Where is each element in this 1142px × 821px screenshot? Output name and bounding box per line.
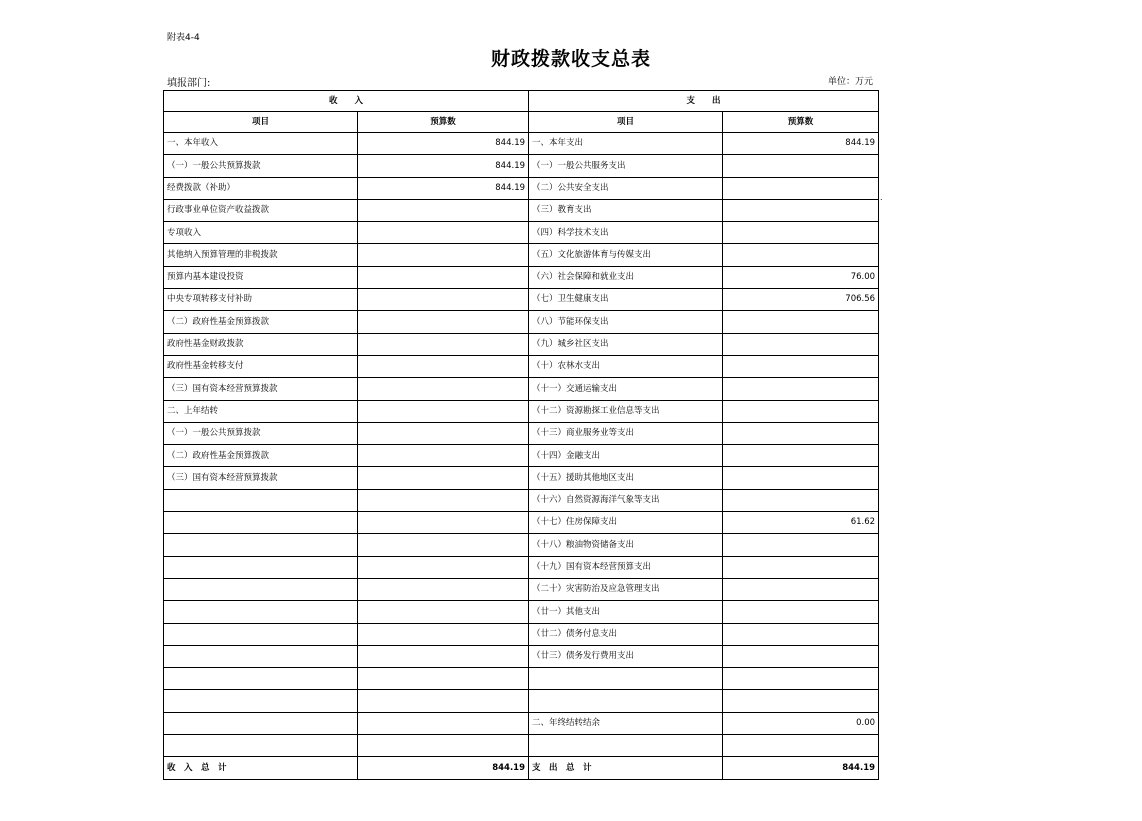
income-value [358, 445, 529, 467]
income-value [358, 601, 529, 623]
income-value: 844.19 [358, 177, 529, 199]
expense-item: （八）节能环保支出 [529, 311, 723, 333]
table-row [164, 155, 879, 177]
income-item: 政府性基金财政拨款 [164, 333, 358, 355]
income-value [358, 623, 529, 645]
income-value [358, 712, 529, 734]
expense-item: （十一）交通运输支出 [529, 378, 723, 400]
expense-item: 一、本年支出 [529, 133, 723, 155]
total-income-label: 收 入 总 计 [164, 757, 358, 779]
income-value [358, 668, 529, 690]
table-row [164, 668, 879, 690]
income-value [358, 244, 529, 266]
income-item [164, 668, 358, 690]
expense-value [723, 177, 879, 199]
income-header: 收 入 [164, 91, 529, 112]
expense-item: （一）一般公共服务支出 [529, 155, 723, 177]
expense-value [723, 333, 879, 355]
income-item: （三）国有资本经营预算拨款 [164, 467, 358, 489]
total-expense-label: 支 出 总 计 [529, 757, 723, 779]
income-item: （三）国有资本经营预算拨款 [164, 378, 358, 400]
income-item [164, 489, 358, 511]
income-item: （一）一般公共预算拨款 [164, 155, 358, 177]
expense-value [723, 645, 879, 667]
expense-item: （十）农林水支出 [529, 355, 723, 377]
department-label: 填报部门: [167, 78, 211, 89]
table-row [164, 378, 879, 400]
expense-value: 844.19 [723, 133, 879, 155]
expense-value [723, 400, 879, 422]
income-value [358, 333, 529, 355]
expense-value [723, 199, 879, 221]
expense-value [723, 690, 879, 712]
expense-item: （七）卫生健康支出 [529, 289, 723, 311]
table-row [164, 534, 879, 556]
expense-item: （廿二）债务付息支出 [529, 623, 723, 645]
expense-item: （廿三）债务发行费用支出 [529, 645, 723, 667]
total-expense-value: 844.19 [723, 757, 879, 779]
income-item: 经费拨款（补助） [164, 177, 358, 199]
expense-item: （四）科学技术支出 [529, 222, 723, 244]
expense-value [723, 556, 879, 578]
expense-item: （十五）援助其他地区支出 [529, 467, 723, 489]
income-item [164, 690, 358, 712]
expense-item: （二）公共安全支出 [529, 177, 723, 199]
expense-item: （十六）自然资源海洋气象等支出 [529, 489, 723, 511]
table-row [164, 645, 879, 667]
income-value [358, 222, 529, 244]
expense-value [723, 155, 879, 177]
table-row [164, 467, 879, 489]
income-item: 行政事业单位资产收益拨款 [164, 199, 358, 221]
expense-item [529, 690, 723, 712]
income-value [358, 422, 529, 444]
expense-item: （十二）资源勘探工业信息等支出 [529, 400, 723, 422]
income-value [358, 556, 529, 578]
expense-item: 二、年终结转结余 [529, 712, 723, 734]
income-value [358, 512, 529, 534]
income-value [358, 467, 529, 489]
table-row [164, 289, 879, 311]
income-value [358, 690, 529, 712]
expense-value [723, 222, 879, 244]
expense-value: 76.00 [723, 266, 879, 288]
table-row [164, 355, 879, 377]
income-item: （二）政府性基金预算拨款 [164, 445, 358, 467]
expense-item: （三）教育支出 [529, 199, 723, 221]
expense-item: （廿一）其他支出 [529, 601, 723, 623]
table-row [164, 199, 879, 221]
income-value [358, 378, 529, 400]
expense-value [723, 534, 879, 556]
expense-value [723, 445, 879, 467]
income-value: 844.19 [358, 155, 529, 177]
expense-value [723, 378, 879, 400]
income-item: 其他纳入预算管理的非税拨款 [164, 244, 358, 266]
income-item [164, 556, 358, 578]
income-value [358, 534, 529, 556]
income-item: 预算内基本建设投资 [164, 266, 358, 288]
section-header-row [164, 91, 879, 112]
income-value [358, 645, 529, 667]
income-value [358, 735, 529, 757]
expense-item [529, 668, 723, 690]
table-row [164, 556, 879, 578]
total-income-value: 844.19 [358, 757, 529, 779]
income-value [358, 400, 529, 422]
income-item: （一）一般公共预算拨款 [164, 422, 358, 444]
table-row [164, 735, 879, 757]
page-title: 财政拨款收支总表 [490, 48, 651, 70]
table-row [164, 244, 879, 266]
table-row [164, 422, 879, 444]
income-value [358, 355, 529, 377]
expense-value: 706.56 [723, 289, 879, 311]
table-row [164, 400, 879, 422]
income-item: 政府性基金转移支付 [164, 355, 358, 377]
table-row [164, 712, 879, 734]
expense-item: （十九）国有资本经营预算支出 [529, 556, 723, 578]
income-value: 844.19 [358, 133, 529, 155]
income-item [164, 601, 358, 623]
income-item [164, 534, 358, 556]
expense-value: 61.62 [723, 512, 879, 534]
stray-mark: . [880, 193, 883, 202]
table-row [164, 445, 879, 467]
expense-item: （九）城乡社区支出 [529, 333, 723, 355]
income-item-header: 项目 [164, 112, 358, 133]
table-row [164, 311, 879, 333]
expense-value [723, 578, 879, 600]
expense-value [723, 311, 879, 333]
income-value [358, 578, 529, 600]
budget-table [163, 90, 879, 780]
expense-item: （五）文化旅游体育与传媒支出 [529, 244, 723, 266]
income-item: 一、本年收入 [164, 133, 358, 155]
income-item [164, 512, 358, 534]
income-item [164, 645, 358, 667]
expense-value [723, 355, 879, 377]
expense-item: （六）社会保障和就业支出 [529, 266, 723, 288]
expense-value [723, 244, 879, 266]
income-item: 专项收入 [164, 222, 358, 244]
unit-label: 单位：万元 [828, 77, 874, 87]
table-row [164, 578, 879, 600]
expense-value [723, 735, 879, 757]
expense-value [723, 623, 879, 645]
table-row [164, 333, 879, 355]
total-row [164, 757, 879, 779]
table-row [164, 690, 879, 712]
table-row [164, 177, 879, 199]
expense-value [723, 467, 879, 489]
expense-item: （十八）粮油物资储备支出 [529, 534, 723, 556]
income-value [358, 266, 529, 288]
expense-value [723, 668, 879, 690]
expense-budget-header: 预算数 [723, 112, 879, 133]
income-item [164, 623, 358, 645]
income-item [164, 735, 358, 757]
expense-item [529, 735, 723, 757]
table-row [164, 133, 879, 155]
income-item [164, 712, 358, 734]
expense-value [723, 489, 879, 511]
table-row [164, 623, 879, 645]
column-header-row [164, 112, 879, 133]
appendix-label: 附表4-4 [167, 33, 200, 43]
table-row [164, 266, 879, 288]
expense-item: （二十）灾害防治及应急管理支出 [529, 578, 723, 600]
table-row [164, 601, 879, 623]
income-item: 二、上年结转 [164, 400, 358, 422]
income-item [164, 578, 358, 600]
expense-item: （十四）金融支出 [529, 445, 723, 467]
expense-value: 0.00 [723, 712, 879, 734]
expense-item: （十七）住房保障支出 [529, 512, 723, 534]
income-budget-header: 预算数 [358, 112, 529, 133]
expense-value [723, 601, 879, 623]
income-value [358, 199, 529, 221]
expense-item-header: 项目 [529, 112, 723, 133]
income-value [358, 289, 529, 311]
expense-item: （十三）商业服务业等支出 [529, 422, 723, 444]
table-row [164, 222, 879, 244]
income-item: （二）政府性基金预算拨款 [164, 311, 358, 333]
income-value [358, 311, 529, 333]
income-value [358, 489, 529, 511]
expense-value [723, 422, 879, 444]
table-row [164, 512, 879, 534]
expense-header: 支 出 [529, 91, 879, 112]
table-row [164, 489, 879, 511]
income-item: 中央专项转移支付补助 [164, 289, 358, 311]
